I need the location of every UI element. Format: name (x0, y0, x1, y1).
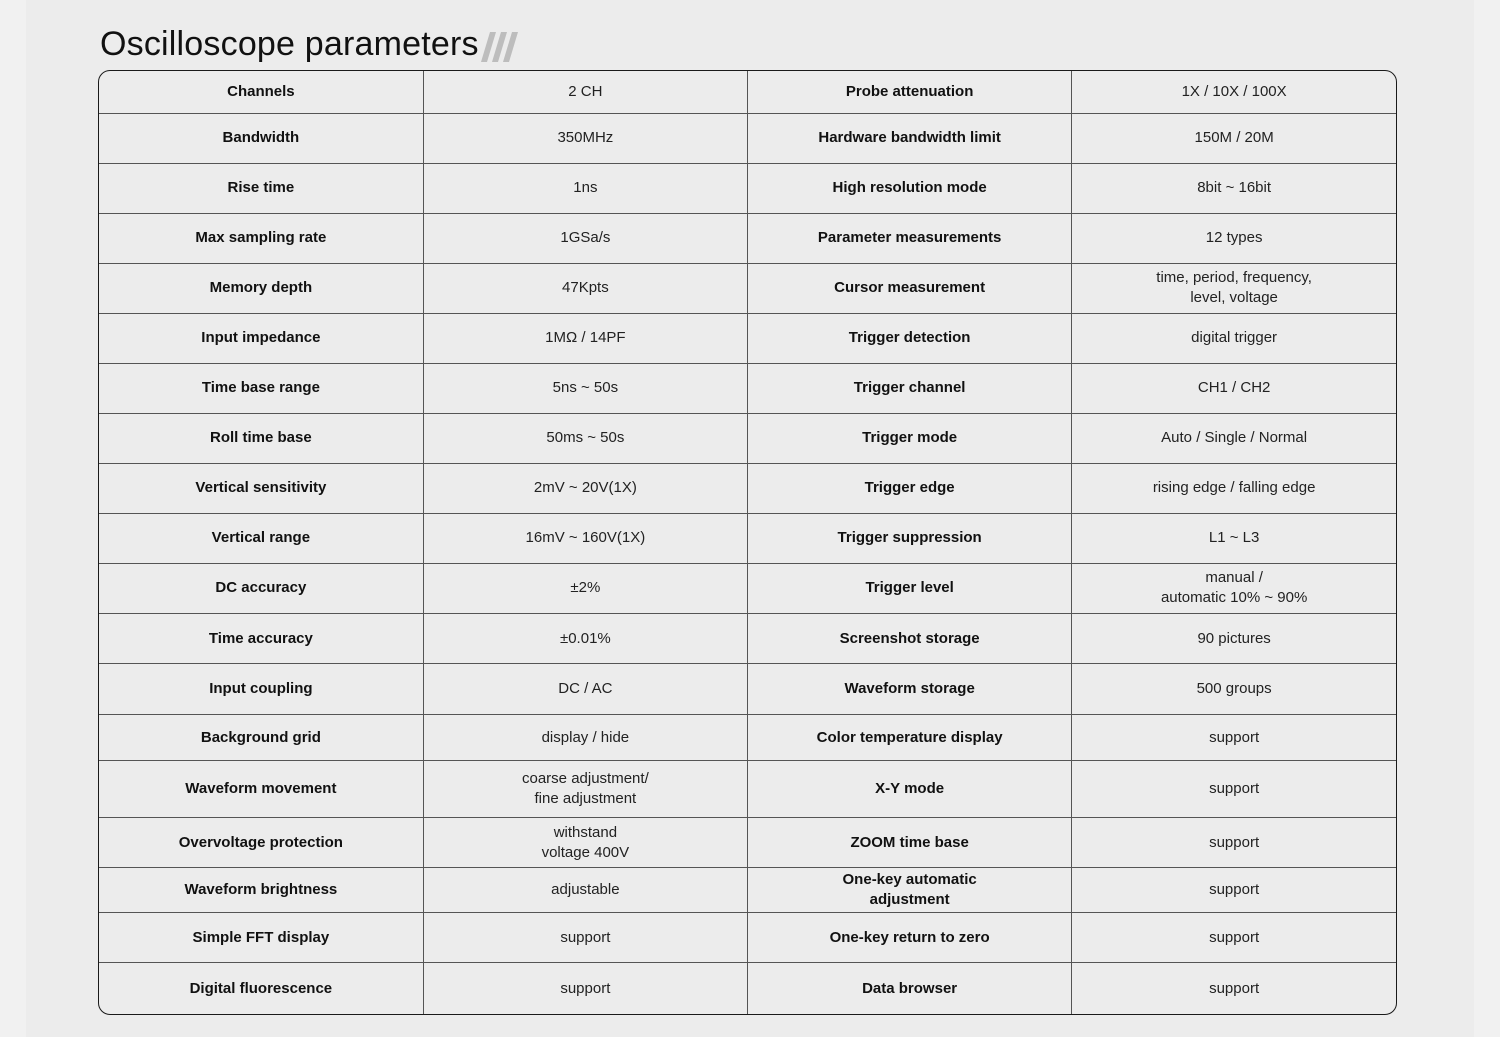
param-name-left: Background grid (99, 715, 423, 761)
param-name-right: One-key return to zero (748, 913, 1072, 963)
param-name-right: High resolution mode (748, 163, 1072, 213)
table-row (99, 614, 1396, 664)
param-value-right: support (1072, 913, 1396, 963)
param-value-right: 12 types (1072, 213, 1396, 263)
table-row (99, 113, 1396, 163)
param-name-right: Screenshot storage (748, 614, 1072, 664)
table-row (99, 513, 1396, 563)
table-row (99, 868, 1396, 913)
param-value-right: digital trigger (1072, 313, 1396, 363)
param-value-left: support (423, 913, 747, 963)
param-value-left: 1GSa/s (423, 213, 747, 263)
table-row (99, 563, 1396, 613)
param-name-left: Time accuracy (99, 614, 423, 664)
param-name-left: Memory depth (99, 263, 423, 313)
param-name-right: Trigger channel (748, 363, 1072, 413)
param-name-left: Waveform brightness (99, 868, 423, 913)
param-value-right: support (1072, 715, 1396, 761)
param-value-left: 47Kpts (423, 263, 747, 313)
page-title: Oscilloscope parameters (100, 25, 479, 63)
param-name-right: Hardware bandwidth limit (748, 113, 1072, 163)
param-value-left: 1MΩ / 14PF (423, 313, 747, 363)
param-name-left: Vertical sensitivity (99, 463, 423, 513)
param-name-right: ZOOM time base (748, 818, 1072, 868)
param-name-right: Parameter measurements (748, 213, 1072, 263)
param-name-right: Waveform storage (748, 664, 1072, 715)
param-value-left: 5ns ~ 50s (423, 363, 747, 413)
param-value-right: L1 ~ L3 (1072, 513, 1396, 563)
table-row (99, 163, 1396, 213)
param-name-right: One-key automatic adjustment (748, 868, 1072, 913)
param-name-left: Waveform movement (99, 761, 423, 818)
param-value-left: 2 CH (423, 71, 747, 113)
param-value-left: 16mV ~ 160V(1X) (423, 513, 747, 563)
param-name-right: Trigger mode (748, 413, 1072, 463)
param-name-right: X-Y mode (748, 761, 1072, 818)
table-row (99, 71, 1396, 113)
param-name-left: Vertical range (99, 513, 423, 563)
slash-decoration-icon (481, 32, 521, 62)
param-value-left: withstand voltage 400V (423, 818, 747, 868)
param-value-right: support (1209, 979, 1260, 997)
param-name-right: Probe attenuation (748, 71, 1072, 113)
table-row (99, 363, 1396, 413)
param-value-right: time, period, frequency, level, voltage (1072, 263, 1396, 313)
table-row (99, 313, 1396, 363)
param-name-right: Trigger level (748, 563, 1072, 613)
param-value-left: 350MHz (423, 113, 747, 163)
param-name-left: Time base range (99, 363, 423, 413)
table-row (99, 413, 1396, 463)
table-row (99, 213, 1396, 263)
table-row (99, 963, 1396, 1014)
param-value-right: support (1072, 818, 1396, 868)
param-name-left: Input impedance (99, 313, 423, 363)
param-value-right: 8bit ~ 16bit (1072, 163, 1396, 213)
param-name-right: Color temperature display (748, 715, 1072, 761)
param-value-right: 150M / 20M (1072, 113, 1396, 163)
param-value-left: DC / AC (423, 664, 747, 715)
param-name-right: Trigger suppression (748, 513, 1072, 563)
spec-table (98, 70, 1397, 1015)
param-name-right: Data browser (748, 963, 1072, 1014)
param-value-right: 90 pictures (1072, 614, 1396, 664)
param-value-right: 1X / 10X / 100X (1072, 71, 1396, 113)
table-row (99, 263, 1396, 313)
param-value-left: 1ns (423, 163, 747, 213)
param-value-left: support (423, 963, 747, 1014)
table-row (99, 818, 1396, 868)
table-row (99, 913, 1396, 963)
table-row (99, 664, 1396, 715)
param-name-right: Cursor measurement (748, 263, 1072, 313)
param-name-left: Digital fluorescence (99, 963, 423, 1014)
param-name-left: DC accuracy (99, 563, 423, 613)
param-value-right: 500 groups (1072, 664, 1396, 715)
param-value-right: Auto / Single / Normal (1072, 413, 1396, 463)
param-name-left: Channels (99, 71, 423, 113)
param-name-left: Roll time base (99, 413, 423, 463)
table-row (99, 761, 1396, 818)
param-value-left: coarse adjustment/ fine adjustment (423, 761, 747, 818)
spec-table-body (99, 71, 1396, 1014)
param-value-right: support (1072, 761, 1396, 818)
param-name-left: Simple FFT display (99, 913, 423, 963)
param-name-left: Max sampling rate (99, 213, 423, 263)
param-name-left: Overvoltage protection (99, 818, 423, 868)
param-value-left: display / hide (423, 715, 747, 761)
table-row (99, 715, 1396, 761)
param-value-left: 2mV ~ 20V(1X) (423, 463, 747, 513)
param-value-right: support (1072, 868, 1396, 913)
param-value-right: manual / automatic 10% ~ 90% (1072, 563, 1396, 613)
param-name-left: Rise time (99, 163, 423, 213)
table-row (99, 463, 1396, 513)
param-value-left: adjustable (423, 868, 747, 913)
param-name-left: Input coupling (99, 664, 423, 715)
param-value-right: rising edge / falling edge (1072, 463, 1396, 513)
param-value-left: ±2% (423, 563, 747, 613)
param-value-left: 50ms ~ 50s (423, 413, 747, 463)
title-block (100, 20, 521, 64)
param-name-right: Trigger edge (748, 463, 1072, 513)
param-value-left: ±0.01% (423, 614, 747, 664)
param-value-right: CH1 / CH2 (1072, 363, 1396, 413)
param-name-right: Trigger detection (748, 313, 1072, 363)
param-name-left: Bandwidth (99, 113, 423, 163)
